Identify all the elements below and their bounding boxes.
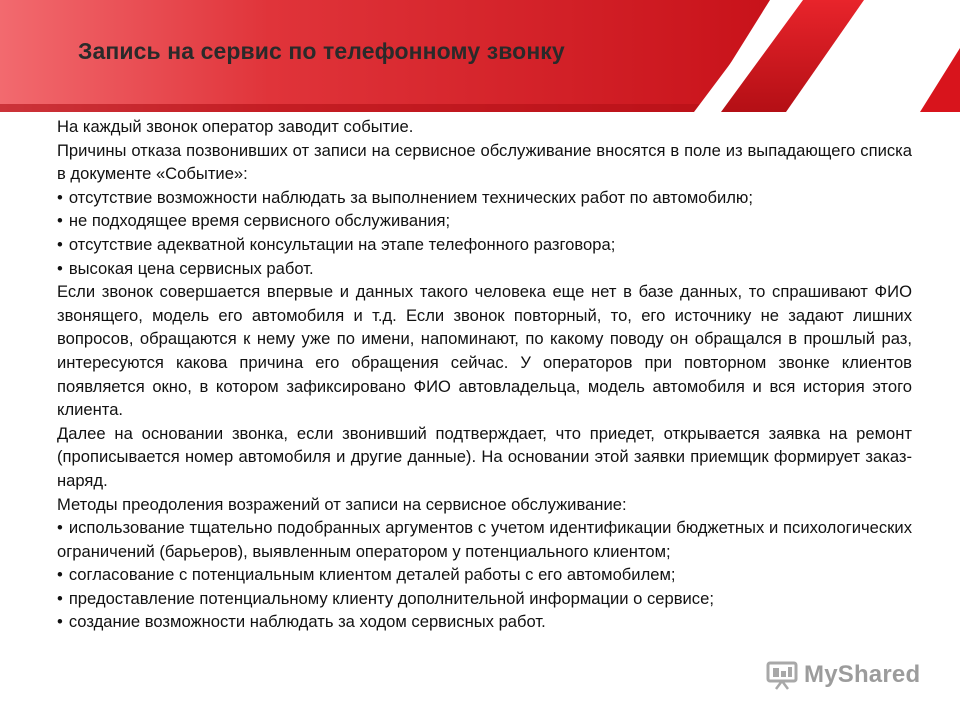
presentation-icon bbox=[766, 660, 798, 690]
bullet-item bbox=[57, 257, 912, 281]
bullet-text: использование тщательно подобранных аргументов с учетом идентификации бюджетных и психологических ограничений (барьеров), выявленным оператором у потенциального клиентом; bbox=[57, 518, 912, 561]
bullet-text: высокая цена сервисных работ. bbox=[68, 258, 314, 278]
bullet-item bbox=[57, 516, 912, 563]
slide-body bbox=[57, 115, 912, 634]
bullet-marker: • bbox=[57, 187, 63, 207]
watermark bbox=[766, 655, 936, 695]
bullet-item bbox=[57, 186, 912, 210]
bullet-marker: • bbox=[57, 211, 63, 231]
bullet-item bbox=[57, 610, 912, 634]
bullet-item bbox=[57, 233, 912, 257]
bullet-item bbox=[57, 563, 912, 587]
header-decoration bbox=[0, 0, 960, 130]
bullet-text: согласование с потенциальным клиентом деталей работы с его автомобилем; bbox=[68, 565, 676, 585]
bullet-item bbox=[57, 209, 912, 233]
paragraph: Далее на основании звонка, если звонивший подтверждает, что приедет, открывается заявка на ремонт (прописывается номер автомобиля и другие данные). На основании этой заявки приемщик формирует заказ-наряд. bbox=[57, 423, 912, 490]
bullet-text: не подходящее время сервисного обслуживания; bbox=[68, 211, 451, 231]
bullet-marker: • bbox=[57, 565, 63, 585]
paragraph: Если звонок совершается впервые и данных такого человека еще нет в базе данных, то спрашивают ФИО звонящего, модель его автомобиля и т.д. Если звонок повторный, то, его источнику не задают лишних вопросов, обращаются к нему уже по имени, напоминают, по какому поводу он обращался в прошлый раз, интересуются какова причина его обращения сейчас. У операторов при повторном звонке клиентов появляется окно, в котором зафиксировано ФИО автовладельца, модель автомобиля и вся история этого клиента. bbox=[57, 282, 912, 420]
paragraph: Причины отказа позвонивших от записи на сервисное обслуживание вносятся в поле из выпадающего списка в документе «Событие»: bbox=[57, 140, 912, 184]
paragraph: Методы преодоления возражений от записи на сервисное обслуживание: bbox=[57, 494, 627, 514]
paragraph: На каждый звонок оператор заводит событие. bbox=[57, 117, 414, 136]
bullet-marker: • bbox=[57, 588, 63, 608]
bullet-text: создание возможности наблюдать за ходом сервисных работ. bbox=[68, 612, 546, 632]
watermark-text: MyShared bbox=[804, 661, 921, 688]
bullet-item bbox=[57, 587, 912, 611]
bullet-text: предоставление потенциальному клиенту дополнительной информации о сервисе; bbox=[68, 588, 714, 608]
bullet-marker: • bbox=[57, 258, 63, 278]
bullet-text: отсутствие адекватной консультации на этапе телефонного разговора; bbox=[68, 234, 616, 254]
bullet-marker: • bbox=[57, 234, 63, 254]
bullet-text: отсутствие возможности наблюдать за выполнением технических работ по автомобилю; bbox=[68, 187, 753, 207]
bullet-marker: • bbox=[57, 518, 63, 538]
slide-title: Запись на сервис по телефонному звонку bbox=[78, 38, 565, 64]
bullet-marker: • bbox=[57, 612, 63, 632]
